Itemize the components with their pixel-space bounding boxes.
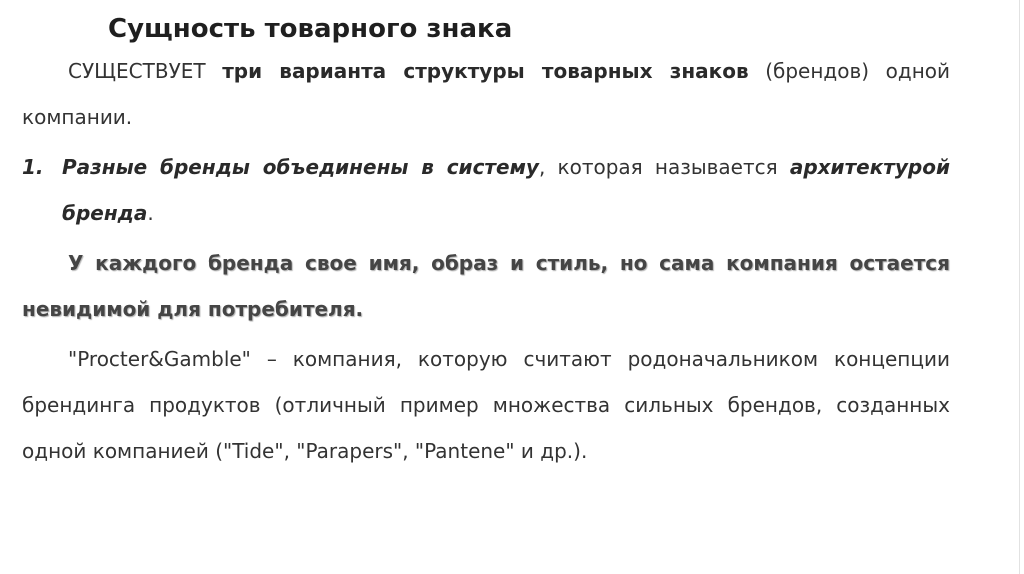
list-item-1 <box>22 144 950 236</box>
paragraph-procter-gamble: "Procter&Gamble" – компания, которую считают родоначальником концепции брендинга продуктов (отличный пример множества сильных брендов, созданных одной компанией ("Tide", "Parapers", "Pantene" и др.). <box>22 347 950 463</box>
item1-end: . <box>147 201 154 225</box>
slide-body <box>22 48 950 474</box>
list-number: 1. <box>22 155 44 179</box>
item1-bold-italic-2: архитектурой бренда <box>62 155 950 225</box>
slide-title: Сущность товарного знака <box>108 14 513 44</box>
paragraph-brand-identity: У каждого бренда свое имя, образ и стиль, но сама компания остается невидимой для потребителя. <box>22 251 950 321</box>
slide-edge-divider <box>1019 0 1020 574</box>
item1-mid: , которая называется <box>538 155 790 179</box>
intro-lead: СУЩЕСТВУЕТ <box>68 59 223 83</box>
item1-bold-italic-1: Разные бренды объединены в систему <box>62 155 539 179</box>
intro-paragraph <box>22 48 950 140</box>
intro-bold: три варианта структуры товарных знаков <box>222 59 749 83</box>
intro-rest: (брендов) одной компании. <box>22 59 951 129</box>
